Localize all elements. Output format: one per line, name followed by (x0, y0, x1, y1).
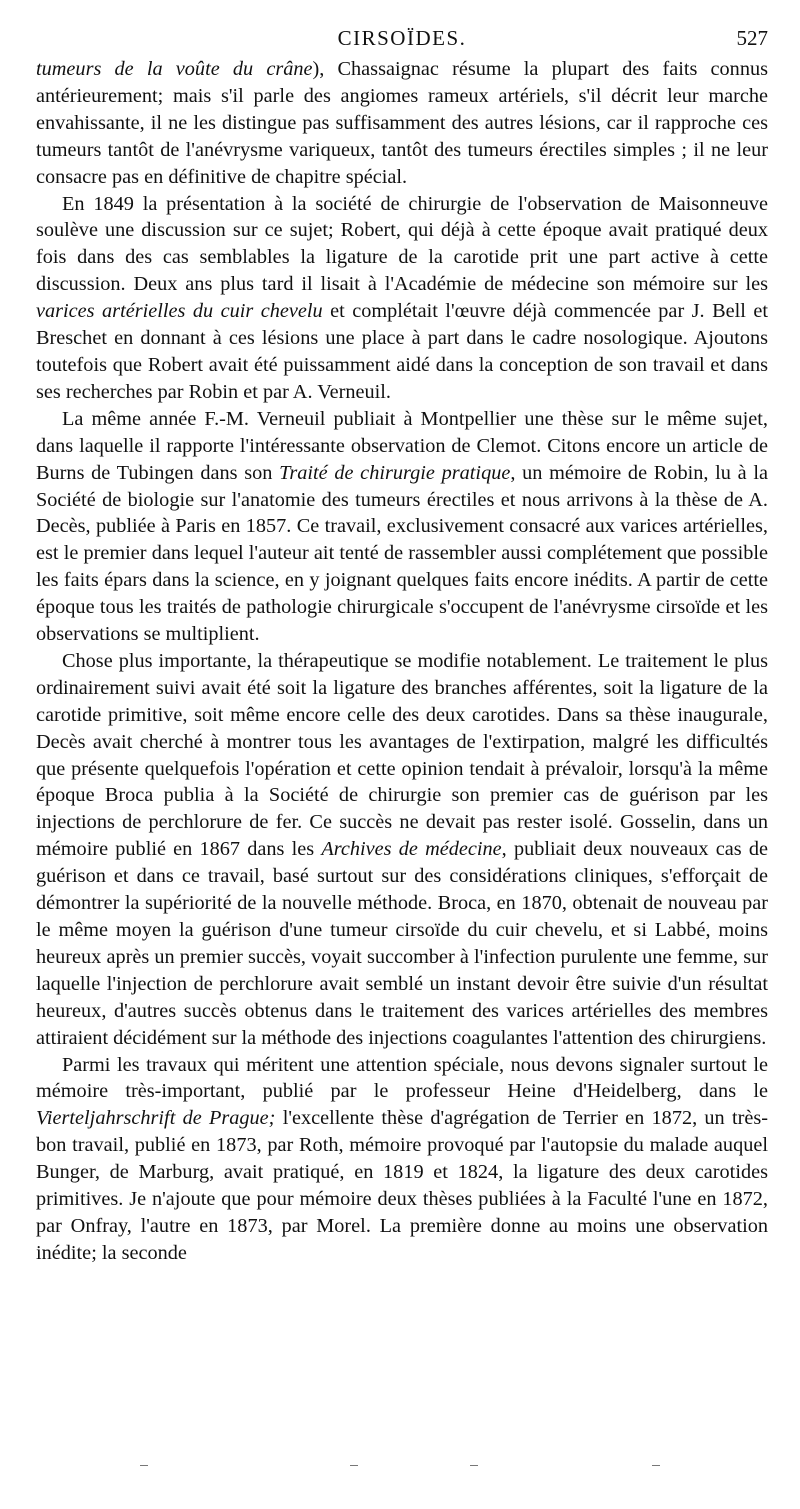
running-head (36, 26, 768, 56)
text-run: , un mémoire de Robin, lu à la Société de biologie sur l'anatomie des tumeurs érectiles et nous arrivons à la thèse de A. Decès, publiée à Paris en 1857. Ce travail, exclusivement consacré aux varices artérielles, est le premier dans lequel l'auteur ait tenté de rassembler aussi complétement que possible les faits épars dans la science, en y joignant quelques faits encore inédits. A partir de cette époque tous les traités de pathologie chirurgicale s'occupent de l'anévrysme cirsoïde et les observations se multiplient. (36, 461, 768, 646)
italic-text: Vierteljahrschrift de Prague; (36, 1107, 276, 1130)
text-run: Parmi les travaux qui méritent une attention spéciale, nous devons signaler surtout le mémoire très-important, publié par le professeur Heine d'Heidelberg, dans le (36, 1053, 768, 1103)
italic-text: varices artérielles du cuir chevelu (36, 300, 323, 323)
page-number: 527 (736, 26, 768, 50)
footer-dash (350, 1465, 358, 1466)
italic-text: Archives de médecine (321, 838, 502, 861)
running-title: CIRSOÏDES. (337, 26, 467, 50)
footer-marks (140, 1465, 660, 1471)
paragraph (36, 648, 768, 1052)
body-text (36, 56, 768, 1267)
footer-dash (470, 1465, 478, 1466)
footer-dash (140, 1465, 148, 1466)
paragraph (36, 191, 768, 406)
italic-text: tumeurs de la voûte du crâne (36, 58, 313, 80)
text-run: ), Chassaignac résume la plupart des faits connus antérieurement; mais s'il parle des angiomes rameux artériels, s'il décrit leur marche envahissante, il ne les distingue pas suffisamment des autres lésions, car il rapproche ces tumeurs tantôt de l'anévrysme variqueux, tantôt des tumeurs érectiles simples ; il ne leur consacre pas en définitive de chapitre spécial. (36, 58, 768, 188)
paragraph (36, 406, 768, 648)
footer-dash (652, 1465, 660, 1466)
italic-text: Traité de chirurgie pratique (279, 461, 511, 484)
paragraph (36, 56, 768, 191)
text-run: et complétait l'œuvre déjà commencée par J. Bell et Breschet en donnant à ces lésions une place à part dans le cadre nosologique. Ajoutons toutefois que Robert avait été puissamment aidé dans la conception de son travail et dans ses recherches par Robin et par A. Verneuil. (36, 300, 768, 403)
text-run: En 1849 la présentation à la société de chirurgie de l'observation de Maisonneuve soulève une discussion sur ce sujet; Robert, qui déjà à cette époque avait pratiqué deux fois dans des cas semblables la ligature de la carotide prit une part active à cette discussion. Deux ans plus tard il lisait à l'Académie de médecine son mémoire sur les (36, 192, 768, 296)
text-run: , publiait deux nouveaux cas de guérison et dans ce travail, basé surtout sur des considérations cliniques, s'efforçait de démontrer la supériorité de la nouvelle méthode. Broca, en 1870, obtenait de nouveau par le même moyen la guérison d'une tumeur cirsoïde du cuir chevelu, et si Labbé, moins heureux après un premier succès, voyait succomber à l'infection purulente une femme, sur laquelle l'injection de perchlorure avait semblé un instant devoir être suivie d'un résultat heureux, d'autres succès obtenus dans le traitement des varices artérielles des membres attiraient décidément sur la méthode des injections coagulantes l'attention des chirurgiens. (36, 838, 768, 1049)
book-page (36, 26, 768, 1267)
text-run: La même année F.-M. Verneuil publiait à Montpellier une thèse sur le même sujet, dans laquelle il rapporte l'intéressante observation de Clemot. Citons encore un article de Burns de Tubingen dans son (36, 407, 768, 484)
text-run: Chose plus importante, la thérapeutique se modifie notablement. Le traitement le plus ordinairement suivi avait été soit la ligature des branches afférentes, soit la ligature de la carotide primitive, soit même encore celle des deux carotides. Dans sa thèse inaugurale, Decès avait cherché à montrer tous les avantages de l'extirpation, malgré les difficultés que présente quelquefois l'opération et cette opinion tendait à prévaloir, lorsqu'à la même époque Broca publia à la Société de chirurgie son premier cas de guérison par les injections de perchlorure de fer. Ce succès ne devait pas rester isolé. Gosselin, dans un mémoire publié en 1867 dans les (36, 649, 768, 861)
paragraph (36, 1052, 768, 1267)
text-run: l'excellente thèse d'agrégation de Terrier en 1872, un très-bon travail, publié en 1873, par Roth, mémoire provoqué par l'autopsie du malade auquel Bunger, de Marburg, avait pratiqué, en 1819 et 1824, la ligature des deux carotides primitives. Je n'ajoute que pour mémoire deux thèses publiées à la Faculté l'une en 1872, par Onfray, l'autre en 1873, par Morel. La première donne au moins une observation inédite; la seconde (36, 1107, 768, 1264)
